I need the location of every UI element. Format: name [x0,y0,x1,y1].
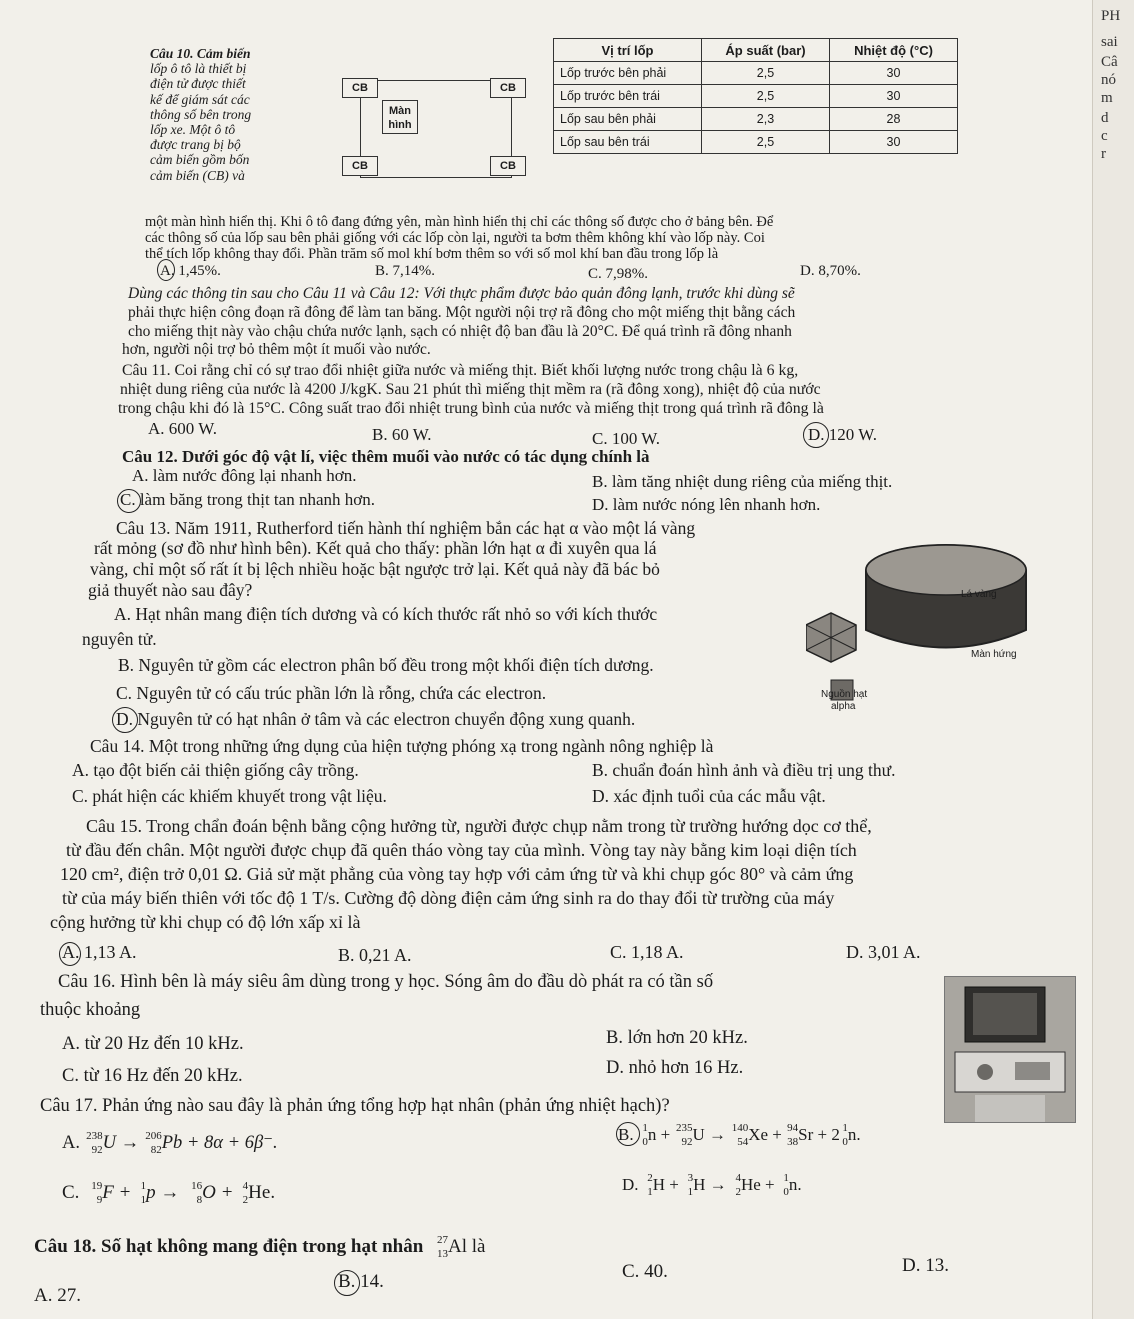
nuclide-index [84,1179,103,1206]
q18-text [34,1234,486,1260]
option-label: C. [62,1182,80,1203]
q12-option-d[interactable]: D. làm nước nóng lên nhanh hơn. [592,495,821,514]
symbol: Al [448,1236,468,1257]
mass-number: 2 [647,1172,653,1185]
table-cell: 28 [830,108,958,131]
q17-text: Câu 17. Phản ứng nào sau đây là phản ứng tổng hợp hạt nhân (phản ứng nhiệt hạch)? [40,1096,670,1116]
nuclide-index [779,1172,789,1199]
q14-option-d[interactable]: D. xác định tuổi của các mẫu vật. [592,786,826,806]
q13-text: rất mỏng (sơ đồ như hình bên). Kết quả cho thấy: phần lớn hạt α đi xuyên qua lá [94,538,657,558]
sensor-box: CB [342,78,378,98]
side-text: PH [1101,8,1121,24]
q10-line: điện tử được thiết [150,76,246,92]
answer-circle [59,942,81,966]
q12-option-a[interactable]: A. làm nước đông lại nhanh hơn. [132,466,357,485]
answer-circle [803,422,829,448]
table-cell: 30 [830,62,958,85]
symbol: Xe + [748,1125,782,1144]
symbol: He + [740,1175,775,1194]
table-row [554,62,958,85]
q13-option-a[interactable]: A. Hạt nhân mang điện tích dương và có kích thước rất nhỏ so với kích thước [114,604,658,624]
q11-text: trong chậu khi đó là 15°C. Công suất trao đổi nhiệt trung bình của nước và miếng thịt trong quá trình rã đông là [118,400,824,417]
shared-intro: hơn, người nội trợ bỏ thêm một ít muối vào nước. [122,341,431,358]
ultrasound-machine-photo [944,976,1076,1123]
table-cell: Lốp sau bên phải [554,108,702,131]
shared-intro: phải thực hiện công đoạn rã đông để làm tan băng. Một người nội trợ rã đông cho một miếng thịt bằng cách [128,304,796,321]
option-label: B. [618,1125,634,1144]
q10-line: cảm biến gồm bốn [150,152,250,168]
q10-line: lốp ô tô là thiết bị [150,61,247,77]
q16-option-a[interactable]: A. từ 20 Hz đến 10 kHz. [62,1034,244,1054]
answer-circle [112,707,138,733]
table-header: Nhiệt độ (°C) [830,39,958,62]
side-text: c [1101,128,1108,144]
option-label: D. [622,1175,639,1194]
q10-option-b[interactable]: B. 7,14%. [375,263,435,279]
symbol: p → [146,1182,180,1203]
atomic-number: 2 [735,1186,741,1199]
q15-option-a[interactable]: A. 1,13 A. [62,942,137,962]
shared-intro: cho miếng thịt này vào chậu chứa nước lạnh, sạch có nhiệt độ ban đầu là 20°C. Để quá trình rã đông nhanh [128,323,792,340]
q18-option-a[interactable]: A. 27. [34,1285,81,1306]
symbol: O + [202,1182,234,1203]
sensor-box: CB [490,156,526,176]
side-text: r [1101,146,1106,162]
q15-text: từ của máy biến thiên với tốc độ 1 T/s. Cường độ dòng điện cảm ứng sinh ra do thay đổi từ trường của máy [62,888,835,908]
atomic-number: 1 [687,1186,694,1199]
table-cell: 30 [830,85,958,108]
q10-text: một màn hình hiển thị. Khi ô tô đang đứng yên, màn hình hiển thị chỉ các thông số được cho ở bảng bên. Để [145,214,774,230]
mass-number: 235 [675,1122,693,1135]
nuclide-index [238,1179,249,1206]
mass-number: 3 [687,1172,694,1185]
side-text: Câ [1101,54,1118,70]
q15-text: từ đầu đến chân. Một người được chụp đã quên tháo vòng tay của mình. Vòng tay này bằng kim loại diện tích [66,840,857,860]
nuclide-index [786,1122,799,1149]
q11-text: nhiệt dung riêng của nước là 4200 J/kgK. Sau 21 phút thì miếng thịt mềm ra (rã đông xong), nhiệt độ của nước [120,381,821,398]
symbol: H → [693,1175,727,1194]
q10-line: lốp xe. Một ô tô [150,122,236,138]
q16-option-b[interactable]: B. lớn hơn 20 kHz. [606,1028,748,1048]
mass-number: 4 [242,1179,249,1192]
display-label: Màn [389,105,411,117]
atomic-number: 2 [242,1193,249,1206]
atomic-number: 8 [196,1193,203,1206]
q12-text: Câu 12. Dưới góc độ vật lí, việc thêm muối vào nước có tác dụng chính là [122,447,650,466]
mass-number: 1 [140,1179,147,1192]
symbol: Sr + 2 [798,1125,840,1144]
q10-text: các thông số của lốp sau bên phải giống với các lốp còn lại, người ta bơm thêm không khí vào lốp này. Coi [145,230,765,246]
nuclide-index [674,1122,693,1149]
table-header: Vị trí lốp [554,39,702,62]
q14-text: Câu 14. Một trong những ứng dụng của hiện tượng phóng xạ trong ngành nông nghiệp là [90,736,714,756]
atomic-number: 92 [91,1143,103,1156]
atomic-number: 92 [681,1136,693,1149]
adjacent-page-edge [1092,0,1134,1319]
symbol: n + [647,1125,671,1144]
figure-label: Lá vàng [961,589,997,600]
side-text: nó [1101,72,1116,88]
side-text: sai [1101,34,1118,50]
q10-text: thể tích lốp không thay đổi. Phần trăm số mol khí bơm thêm so với số mol khí ban đầu trong lốp là [145,246,719,262]
side-text: d [1101,110,1109,126]
answer-circle [117,489,141,513]
symbol: n. [847,1125,861,1144]
symbol: n. [788,1175,802,1194]
q10-option-d[interactable]: D. 8,70%. [800,263,861,279]
q10-line: cảm biến (CB) và [150,167,245,183]
q10-line: được trang bị bộ [150,137,241,153]
symbol: U → [692,1125,726,1144]
mass-number: 1 [783,1172,789,1185]
q18-tail: là [471,1236,486,1257]
q12-option-c[interactable]: C. làm băng trong thịt tan nhanh hơn. [120,490,375,509]
mass-number: 140 [731,1122,749,1135]
q12-option-b[interactable]: B. làm tăng nhiệt dung riêng của miếng thịt. [592,472,893,491]
q10-line: kế để giám sát các [150,91,250,107]
table-row [554,131,958,154]
q11-option-c[interactable]: C. 100 W. [592,429,661,448]
mass-number: 19 [91,1179,103,1192]
table-cell: 2,5 [702,131,830,154]
mass-number: 27 [437,1233,449,1246]
answer-circle [334,1270,360,1296]
q10-line: Câu 10. Cảm biến [150,46,251,61]
symbol: He. [248,1182,276,1203]
q16-text: Câu 16. Hình bên là máy siêu âm dùng trong y học. Sóng âm do đầu dò phát ra có tần số [58,972,714,992]
q15-text: Câu 15. Trong chẩn đoán bệnh bằng cộng hưởng từ, người được chụp nằm trong từ trường hướng dọc cơ thể, [86,816,872,836]
mass-number: 238 [86,1129,103,1142]
mass-number: 1 [842,1122,848,1135]
atomic-number: 0 [842,1136,848,1149]
nuclide-index [428,1233,449,1260]
q17-option-b[interactable] [618,1122,861,1148]
rutherford-figure [806,525,1031,715]
q10-option-a[interactable]: A. 1,45%. [160,263,221,279]
q11-text: Câu 11. Coi rằng chỉ có sự trao đổi nhiệt giữa nước và miếng thịt. Biết khối lượng nước trong chậu là 6 kg, [122,362,799,379]
q13-option-a-cont: nguyên tử. [82,629,157,649]
atomic-number: 9 [96,1193,103,1206]
symbol: H + [652,1175,679,1194]
q17-option-a[interactable] [62,1130,278,1156]
table-cell: Lốp trước bên phải [554,62,702,85]
atomic-number: 0 [642,1136,648,1149]
q14-option-c[interactable]: C. phát hiện các khiếm khuyết trong vật liệu. [72,786,387,806]
option-label: A. [62,1133,80,1153]
q18-stem: Câu 18. Số hạt không mang điện trong hạt nhân [34,1236,424,1257]
atomic-number: 1 [647,1186,653,1199]
sensor-box: CB [342,156,378,176]
q13-text: vàng, chỉ một số rất ít bị lệch nhiều hoặc bật ngược trở lại. Kết quả này đã bác bỏ [90,559,660,579]
q16-text: thuộc khoảng [40,1000,141,1020]
mass-number: 1 [642,1122,648,1135]
figure-label: alpha [831,701,856,712]
nuclide-index [643,1172,653,1199]
q16-option-c[interactable]: C. từ 16 Hz đến 20 kHz. [62,1066,243,1086]
q11-option-b[interactable]: B. 60 W. [372,425,432,444]
table-cell: 30 [830,131,958,154]
car-sensor-diagram [320,70,550,188]
shared-intro: Dùng các thông tin sau cho Câu 11 và Câu 12: Với thực phẩm được bảo quản đông lạnh, trước khi dùng sẽ [128,285,795,302]
atomic-number: 38 [787,1136,799,1149]
mass-number: 206 [145,1129,162,1142]
mass-number: 16 [191,1179,203,1192]
table-cell: 2,5 [702,85,830,108]
mass-number: 4 [735,1172,741,1185]
q15-text: cộng hưởng từ khi chụp có độ lớn xấp xỉ là [50,912,361,932]
nuclide-index [683,1172,694,1199]
atomic-number: 1 [140,1193,147,1206]
table-row [554,108,958,131]
table-cell: 2,5 [702,62,830,85]
q18-option-d[interactable]: D. 13. [902,1255,949,1276]
q15-option-b[interactable]: B. 0,21 A. [338,945,412,965]
figure-label: Nguồn hạt [821,689,868,700]
q11-option-d[interactable]: D. 120 W. [808,425,877,444]
q13-option-c[interactable]: C. Nguyên tử có cấu trúc phần lớn là rỗng, chứa các electron. [116,683,547,703]
atomic-number: 82 [150,1143,162,1156]
q14-option-a[interactable]: A. tạo đột biến cải thiện giống cây trồng. [72,760,359,780]
q15-option-c[interactable]: C. 1,18 A. [610,942,684,962]
mass-number: 94 [787,1122,799,1135]
q13-text: giả thuyết nào sau đây? [88,580,253,600]
nuclide-index [730,1122,749,1149]
atomic-number: 13 [437,1247,449,1260]
nuclide-index [840,1122,848,1149]
tyre-data-table [553,38,958,154]
table-cell: Lốp trước bên trái [554,85,702,108]
display-label: hình [388,119,412,131]
answer-circle [616,1122,640,1146]
atomic-number: 54 [737,1136,749,1149]
side-text: m [1101,90,1113,106]
nuclide-index [144,1129,162,1156]
symbol: F + [102,1182,132,1203]
question-10-wrap-text [150,46,251,183]
arrow: → [120,1133,140,1153]
q10-option-c[interactable]: C. 7,98%. [588,266,648,282]
q13-option-b[interactable]: B. Nguyên tử gồm các electron phân bố đều trong một khối điện tích dương. [118,655,654,675]
q18-option-c[interactable]: C. 40. [622,1261,668,1282]
nuclide-index [184,1179,203,1206]
figure-label: Màn hứng [971,649,1017,660]
sensor-box: CB [490,78,526,98]
q13-text: Câu 13. Năm 1911, Rutherford tiến hành thí nghiệm bắn các hạt α vào một lá vàng [116,518,696,538]
q16-option-d[interactable]: D. nhỏ hơn 16 Hz. [606,1058,744,1078]
q13-option-d[interactable]: D. Nguyên tử có hạt nhân ở tâm và các electron chuyển động xung quanh. [116,709,636,729]
table-row [554,85,958,108]
table-cell: 2,3 [702,108,830,131]
nuclide-index [85,1129,103,1156]
q17-option-c[interactable] [62,1180,275,1206]
atomic-number: 0 [783,1186,789,1199]
q15-text: 120 cm², điện trở 0,01 Ω. Giả sử mặt phẳng của vòng tay hợp với cảm ứng từ và khi chụp góc 80° và cảm ứng [60,864,854,884]
nuclide-index [731,1172,741,1199]
q11-option-a[interactable]: A. 600 W. [148,419,217,438]
q17-option-d[interactable] [622,1172,802,1198]
symbol: Pb + 8α + 6β⁻. [161,1133,278,1153]
answer-circle [157,259,175,281]
nuclide-index [136,1179,147,1206]
table-header-row [554,39,958,62]
table-header: Áp suất (bar) [702,39,830,62]
q18-option-b[interactable]: B. 14. [338,1271,384,1292]
q15-option-d[interactable]: D. 3,01 A. [846,942,921,962]
display-screen [382,100,418,134]
ultrasound-machine-image [945,977,1075,1122]
table-cell: Lốp sau bên trái [554,131,702,154]
q14-option-b[interactable]: B. chuẩn đoán hình ảnh và điều trị ung thư. [592,760,896,780]
q10-line: thông số bên trong [150,106,252,122]
symbol: U [102,1133,116,1153]
